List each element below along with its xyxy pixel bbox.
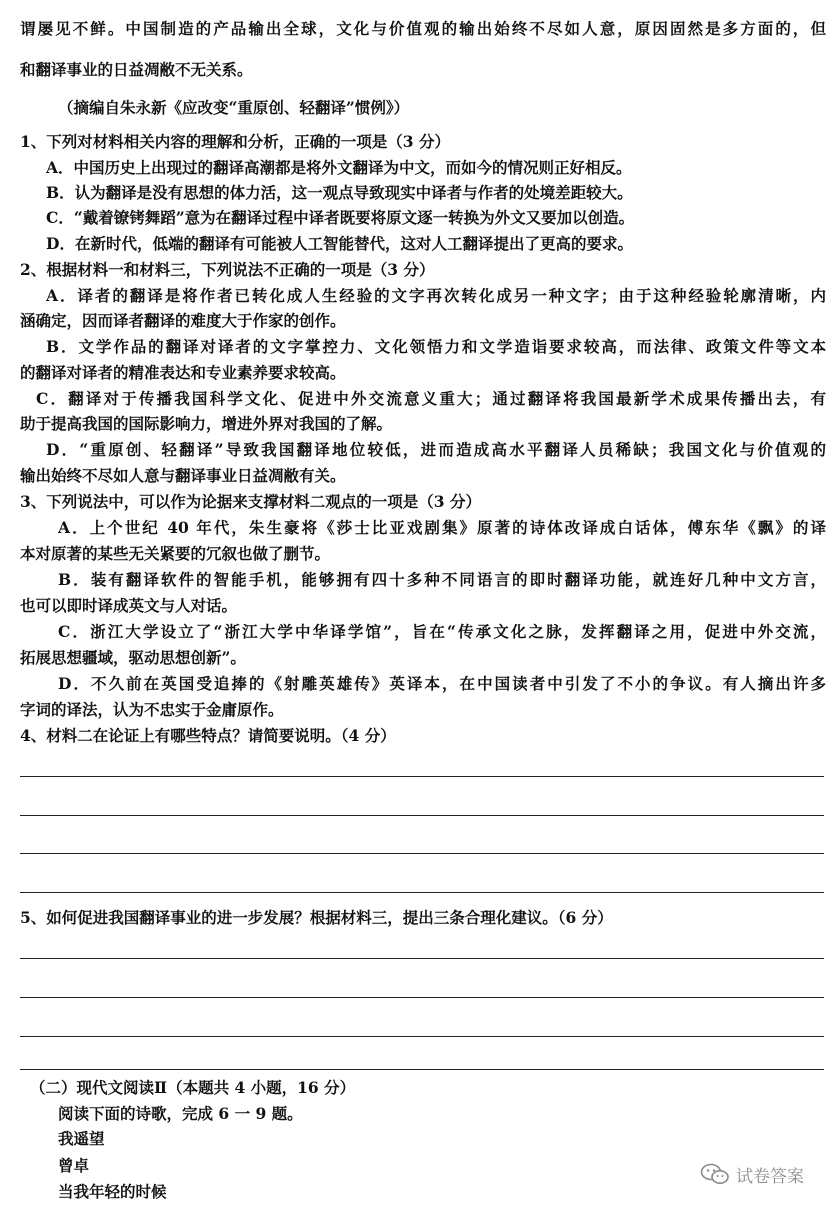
poet-name: 曾卓 (58, 1156, 90, 1175)
q3-option-c-line-2: 拓展思想疆域，驱动思想创新”。 (20, 648, 246, 667)
q2-stem: 2、根据材料一和材料三，下列说法不正确的一项是（3 分） (20, 260, 435, 279)
q3-option-d-line-1: D．不久前在英国受追捧的《射雕英雄传》英译本，在中国读者中引发了不小的争议。有人摘出许多 (58, 674, 826, 693)
q3-option-b-line-1: B．装有翻译软件的智能手机，能够拥有四十多种不同语言的即时翻译功能，就连好几种中文方言， (58, 570, 826, 589)
intro-line-1: 谓屡见不鲜。中国制造的产品输出全球，文化与价值观的输出始终不尽如人意，原因固然是多方面的，但 (20, 19, 826, 38)
q2-option-d-line-1: D．“重原创、轻翻译”导致我国翻译地位较低，进而造成高水平翻译人员稀缺；我国文化与价值观的 (46, 440, 826, 459)
q3-option-a-line-2: 本对原著的某些无关紧要的冗叙也做了删节。 (20, 544, 331, 563)
section-heading: （二）现代文阅读Ⅱ（本题共 4 小题，16 分） (30, 1078, 356, 1097)
q2-option-d-line-2: 输出始终不尽如人意与翻译事业日益凋敝有关。 (20, 466, 346, 485)
watermark (700, 1160, 820, 1188)
q2-option-a-line-1: A．译者的翻译是将作者已转化成人生经验的文字再次转化成另一种文字；由于这种经验轮廓清晰，内 (46, 286, 826, 305)
q2-option-c-line-1: C．翻译对于传播我国科学文化、促进中外交流意义重大；通过翻译将我国最新学术成果传播出去，有 (36, 389, 826, 408)
source-citation: （摘编自朱永新《应改变“重原创、轻翻译”惯例》） (58, 98, 410, 117)
q3-option-a-line-1: A．上个世纪 40 年代，朱生豪将《莎士比亚戏剧集》原著的诗体改译成白话体，傅东华《飘》的译 (58, 518, 826, 537)
answer-line (20, 815, 824, 816)
answer-line (20, 1036, 824, 1037)
q2-option-b-line-1: B．文学作品的翻译对译者的文字掌控力、文化领悟力和文学造诣要求较高，而法律、政策文件等文本 (46, 337, 826, 356)
q3-option-c-line-1: C．浙江大学设立了“浙江大学中华译学馆”，旨在“传承文化之脉，发挥翻译之用，促进中外交流， (58, 622, 826, 641)
answer-line (20, 892, 824, 893)
q4-stem: 4、材料二在论证上有哪些特点？请简要说明。（4 分） (20, 726, 396, 745)
q3-stem: 3、下列说法中，可以作为论据来支撑材料二观点的一项是（3 分） (20, 492, 481, 511)
q1-option-c: C．“戴着镣铐舞蹈”意为在翻译过程中译者既要将原文逐一转换为外文又要加以创造。 (46, 208, 635, 227)
wechat-icon (700, 1162, 730, 1186)
watermark-text: 试卷答案 (736, 1166, 804, 1187)
q5-stem: 5、如何促进我国翻译事业的进一步发展？根据材料三，提出三条合理化建议。（6 分） (20, 908, 613, 927)
poem-first-line: 当我年轻的时候 (58, 1182, 167, 1201)
poem-title: 我遥望 (58, 1129, 105, 1148)
q2-option-b-line-2: 的翻译对译者的精准表达和专业素养要求较高。 (20, 363, 346, 382)
reading-instruction: 阅读下面的诗歌，完成 6 一 9 题。 (58, 1104, 303, 1123)
q1-option-b: B．认为翻译是没有思想的体力活，这一观点导致现实中译者与作者的处境差距较大。 (46, 183, 633, 202)
answer-line (20, 1069, 824, 1070)
q1-option-a: A．中国历史上出现过的翻译高潮都是将外文翻译为中文，而如今的情况则正好相反。 (46, 158, 632, 177)
q2-option-a-line-2: 涵确定，因而译者翻译的难度大于作家的创作。 (20, 311, 346, 330)
answer-line (20, 997, 824, 998)
q2-option-c-line-2: 助于提高我国的国际影响力，增进外界对我国的了解。 (20, 414, 393, 433)
q3-option-d-line-2: 字词的译法，认为不忠实于金庸原作。 (20, 700, 284, 719)
answer-line (20, 776, 824, 777)
intro-line-2: 和翻译事业的日益凋敝不无关系。 (20, 60, 253, 79)
answer-line (20, 853, 824, 854)
answer-line (20, 958, 824, 959)
q3-option-b-line-2: 也可以即时译成英文与人对话。 (20, 596, 238, 615)
q1-option-d: D．在新时代，低端的翻译有可能被人工智能替代，这对人工翻译提出了更高的要求。 (46, 234, 633, 253)
q1-stem: 1、下列对材料相关内容的理解和分析，正确的一项是（3 分） (20, 132, 450, 151)
